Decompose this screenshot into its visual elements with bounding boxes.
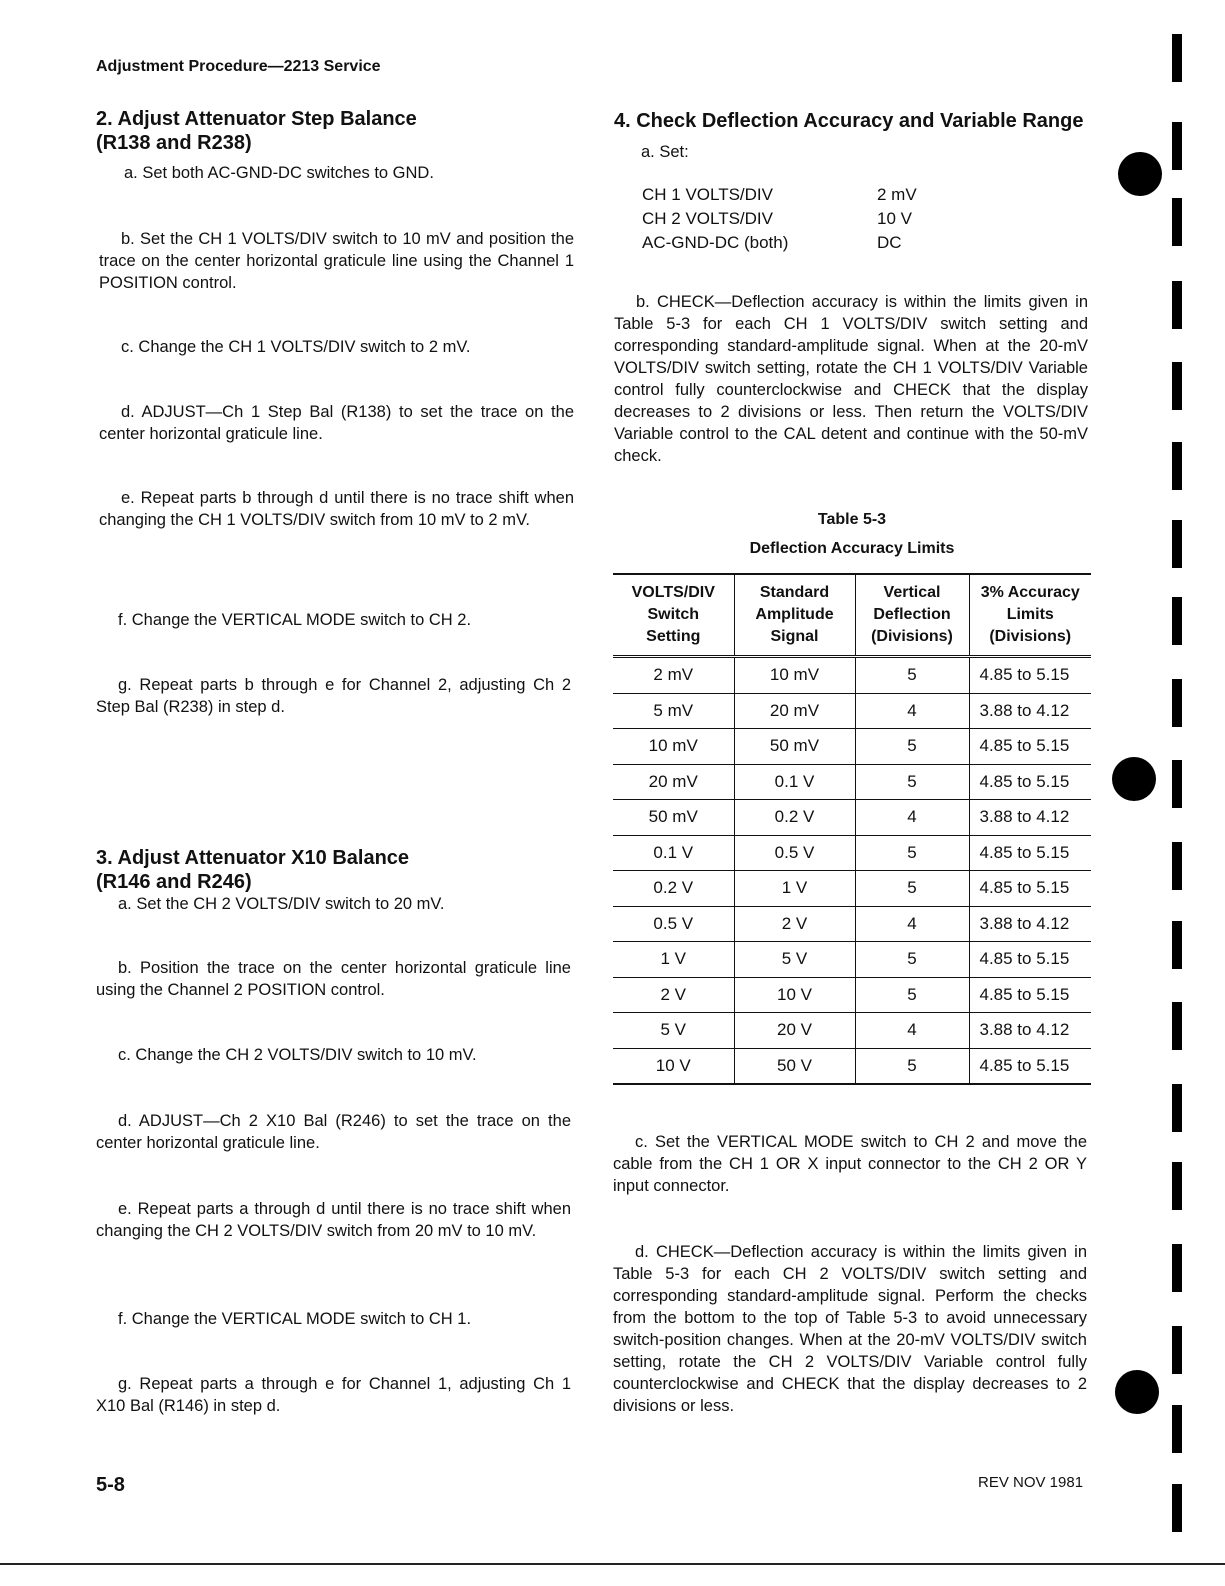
header-line: (Divisions) xyxy=(871,628,953,645)
table-cell: 0.2 V xyxy=(613,871,734,907)
section-2-title-line2: (R138 and R238) xyxy=(96,132,252,154)
change-bar xyxy=(1172,34,1182,82)
table-cell: 10 V xyxy=(613,1048,734,1084)
change-bar xyxy=(1172,1326,1182,1374)
section-2-step-f: f. Change the VERTICAL MODE switch to CH 2. xyxy=(118,611,472,629)
table-cell: 10 mV xyxy=(613,729,734,765)
change-bar xyxy=(1172,1244,1182,1292)
table-cell: 5 xyxy=(855,1048,969,1084)
header-line: Signal xyxy=(770,628,819,645)
table-row xyxy=(613,764,1091,800)
change-bar xyxy=(1172,198,1182,246)
change-bar xyxy=(1172,122,1182,170)
header-line: Setting xyxy=(646,628,701,645)
change-bar xyxy=(1172,921,1182,969)
table-cell: 4.85 to 5.15 xyxy=(969,764,1091,800)
section-3-title-line1: 3. Adjust Attenuator X10 Balance xyxy=(96,847,410,869)
table-cell: 4 xyxy=(855,906,969,942)
setting-name: CH 2 VOLTS/DIV xyxy=(642,209,773,228)
setting-name: CH 1 VOLTS/DIV xyxy=(642,185,773,204)
header-line: Deflection xyxy=(873,606,951,623)
change-bar xyxy=(1172,760,1182,808)
table-row xyxy=(613,906,1091,942)
setting-value: 10 V xyxy=(877,209,912,228)
header-line: Standard xyxy=(759,584,830,601)
table-cell: 4.85 to 5.15 xyxy=(969,729,1091,765)
section-3-step-f: f. Change the VERTICAL MODE switch to CH 1. xyxy=(118,1310,472,1328)
header-line: VOLTS/DIV xyxy=(631,584,715,601)
table-cell: 1 V xyxy=(734,871,855,907)
table-cell: 50 mV xyxy=(734,729,855,765)
table-cell: 20 mV xyxy=(613,764,734,800)
change-bar xyxy=(1172,281,1182,329)
table-cell: 5 xyxy=(855,835,969,871)
change-bar xyxy=(1172,362,1182,410)
table-cell: 0.2 V xyxy=(734,800,855,836)
col-header-vertical-deflection xyxy=(855,574,969,657)
table-cell: 2 V xyxy=(734,906,855,942)
table-cell: 50 V xyxy=(734,1048,855,1084)
table-row xyxy=(613,1048,1091,1084)
table-cell: 1 V xyxy=(613,942,734,978)
running-header: Adjustment Procedure—2213 Service xyxy=(96,58,381,75)
table-row xyxy=(613,977,1091,1013)
change-bar xyxy=(1172,597,1182,645)
table-cell: 2 mV xyxy=(613,657,734,694)
section-2-step-e: e. Repeat parts b through d until there is no trace shift when changing the CH 1 VOLTS/DIV switch from 10 mV to 2 mV. xyxy=(99,489,574,529)
change-bar xyxy=(1172,442,1182,490)
page-number: 5-8 xyxy=(96,1474,125,1496)
table-cell: 5 V xyxy=(734,942,855,978)
setting-value: 2 mV xyxy=(877,185,917,204)
table-title: Deflection Accuracy Limits xyxy=(749,540,955,557)
section-2-title-line1: 2. Adjust Attenuator Step Balance xyxy=(96,108,417,130)
table-cell: 5 xyxy=(855,764,969,800)
setting-row xyxy=(642,207,917,231)
setting-name: AC-GND-DC (both) xyxy=(642,233,789,252)
table-cell: 0.1 V xyxy=(613,835,734,871)
table-cell: 5 xyxy=(855,657,969,694)
table-cell: 10 mV xyxy=(734,657,855,694)
table-number: Table 5-3 xyxy=(817,511,887,528)
registration-dot xyxy=(1115,1370,1159,1414)
setting-row xyxy=(642,183,917,207)
change-bar xyxy=(1172,1002,1182,1050)
section-3-step-g: g. Repeat parts a through e for Channel 1, adjusting Ch 1 X10 Bal (R146) in step d. xyxy=(96,1375,571,1415)
table-cell: 0.1 V xyxy=(734,764,855,800)
table-row xyxy=(613,729,1091,765)
table-row xyxy=(613,657,1091,694)
table-cell: 4 xyxy=(855,693,969,729)
section-2-step-d: d. ADJUST—Ch 1 Step Bal (R138) to set the trace on the center horizontal graticule line. xyxy=(99,403,574,443)
settings-list xyxy=(642,183,917,255)
change-bar xyxy=(1172,1484,1182,1532)
table-cell: 3.88 to 4.12 xyxy=(969,1013,1091,1049)
section-4-step-b: b. CHECK—Deflection accuracy is within the limits given in Table 5-3 for each CH 1 VOLTS/DIV switch setting and corresponding standard-amplitude signal. When at the 20-mV VOLTS/DIV switch setting, rotate the CH 1 VOLTS/DIV Variable control fully counterclockwise and CHECK that the display decreases to 2 divisions or less. Then return the VOLTS/DIV Variable control to the CAL detent and continue with the 50-mV check. xyxy=(614,293,1088,465)
header-line: (Divisions) xyxy=(989,628,1072,645)
setting-value: DC xyxy=(877,233,902,252)
table-cell: 5 mV xyxy=(613,693,734,729)
revision-date: REV NOV 1981 xyxy=(978,1474,1084,1491)
table-cell: 3.88 to 4.12 xyxy=(969,906,1091,942)
table-cell: 0.5 V xyxy=(613,906,734,942)
deflection-accuracy-table xyxy=(613,573,1091,1085)
table-cell: 2 V xyxy=(613,977,734,1013)
col-header-standard-amplitude xyxy=(734,574,855,657)
registration-dot xyxy=(1118,152,1162,196)
registration-dot xyxy=(1112,757,1156,801)
table-row xyxy=(613,835,1091,871)
header-line: Amplitude xyxy=(755,606,834,623)
section-2-title xyxy=(96,107,417,155)
table-row xyxy=(613,800,1091,836)
table-cell: 4.85 to 5.15 xyxy=(969,977,1091,1013)
table-row xyxy=(613,693,1091,729)
section-3-step-b: b. Position the trace on the center horizontal graticule line using the Channel 2 POSITION control. xyxy=(96,959,571,999)
section-4-step-d: d. CHECK—Deflection accuracy is within the limits given in Table 5-3 for each CH 2 VOLTS/DIV switch setting and corresponding standard-amplitude signal. Perform the checks from the bottom to the top of Table 5-3 to avoid unnecessary switch-position changes. When at the 20-mV VOLTS/DIV switch setting, rotate the CH 2 VOLTS/DIV Variable control fully counterclockwise and CHECK that the display decreases to 2 divisions or less. xyxy=(613,1243,1087,1415)
table-cell: 5 V xyxy=(613,1013,734,1049)
change-bar xyxy=(1172,1162,1182,1210)
table-cell: 5 xyxy=(855,977,969,1013)
col-header-accuracy-limits xyxy=(969,574,1091,657)
table-cell: 50 mV xyxy=(613,800,734,836)
section-3-step-d: d. ADJUST—Ch 2 X10 Bal (R246) to set the trace on the center horizontal graticule line. xyxy=(96,1112,571,1152)
table-header-row xyxy=(613,574,1091,657)
table-cell: 4.85 to 5.15 xyxy=(969,1048,1091,1084)
table-cell: 4 xyxy=(855,1013,969,1049)
section-2-step-g: g. Repeat parts b through e for Channel 2, adjusting Ch 2 Step Bal (R238) in step d. xyxy=(96,676,571,716)
table-cell: 5 xyxy=(855,729,969,765)
table-cell: 4.85 to 5.15 xyxy=(969,657,1091,694)
section-3-title xyxy=(96,846,409,894)
section-4-step-a-label: a. Set: xyxy=(641,143,689,161)
table-cell: 20 mV xyxy=(734,693,855,729)
table-cell: 4 xyxy=(855,800,969,836)
col-header-volts-div xyxy=(613,574,734,657)
change-bar xyxy=(1172,520,1182,568)
table-cell: 10 V xyxy=(734,977,855,1013)
section-2-step-c: c. Change the CH 1 VOLTS/DIV switch to 2 mV. xyxy=(121,338,471,356)
header-line: 3% Accuracy xyxy=(980,584,1080,601)
table-cell: 20 V xyxy=(734,1013,855,1049)
header-line: Limits xyxy=(1006,606,1054,623)
bottom-rule xyxy=(0,1563,1225,1565)
table-row xyxy=(613,871,1091,907)
table-cell: 5 xyxy=(855,871,969,907)
section-3-step-c: c. Change the CH 2 VOLTS/DIV switch to 10 mV. xyxy=(118,1046,477,1064)
table-cell: 0.5 V xyxy=(734,835,855,871)
table-cell: 4.85 to 5.15 xyxy=(969,871,1091,907)
section-4-title: 4. Check Deflection Accuracy and Variable Range xyxy=(614,110,1084,132)
table-row xyxy=(613,1013,1091,1049)
section-3-step-e: e. Repeat parts a through d until there is no trace shift when changing the CH 2 VOLTS/DIV switch from 20 mV to 10 mV. xyxy=(96,1200,571,1240)
table-cell: 4.85 to 5.15 xyxy=(969,942,1091,978)
table-cell: 4.85 to 5.15 xyxy=(969,835,1091,871)
change-bar xyxy=(1172,842,1182,890)
table-cell: 5 xyxy=(855,942,969,978)
section-3-step-a: a. Set the CH 2 VOLTS/DIV switch to 20 mV. xyxy=(118,895,445,913)
header-line: Vertical xyxy=(883,584,941,601)
change-bar xyxy=(1172,1084,1182,1132)
table-row xyxy=(613,942,1091,978)
section-3-title-line2: (R146 and R246) xyxy=(96,871,252,893)
header-line: Switch xyxy=(647,606,700,623)
change-bar xyxy=(1172,1405,1182,1453)
table-cell: 3.88 to 4.12 xyxy=(969,800,1091,836)
section-4-step-c: c. Set the VERTICAL MODE switch to CH 2 and move the cable from the CH 1 OR X input connector to the CH 2 OR Y input connector. xyxy=(613,1133,1087,1195)
setting-row xyxy=(642,231,917,255)
change-bar xyxy=(1172,679,1182,727)
table-cell: 3.88 to 4.12 xyxy=(969,693,1091,729)
section-2-step-b: b. Set the CH 1 VOLTS/DIV switch to 10 mV and position the trace on the center horizontal graticule line using the Channel 1 POSITION control. xyxy=(99,230,574,292)
section-2-step-a: a. Set both AC-GND-DC switches to GND. xyxy=(124,164,434,182)
